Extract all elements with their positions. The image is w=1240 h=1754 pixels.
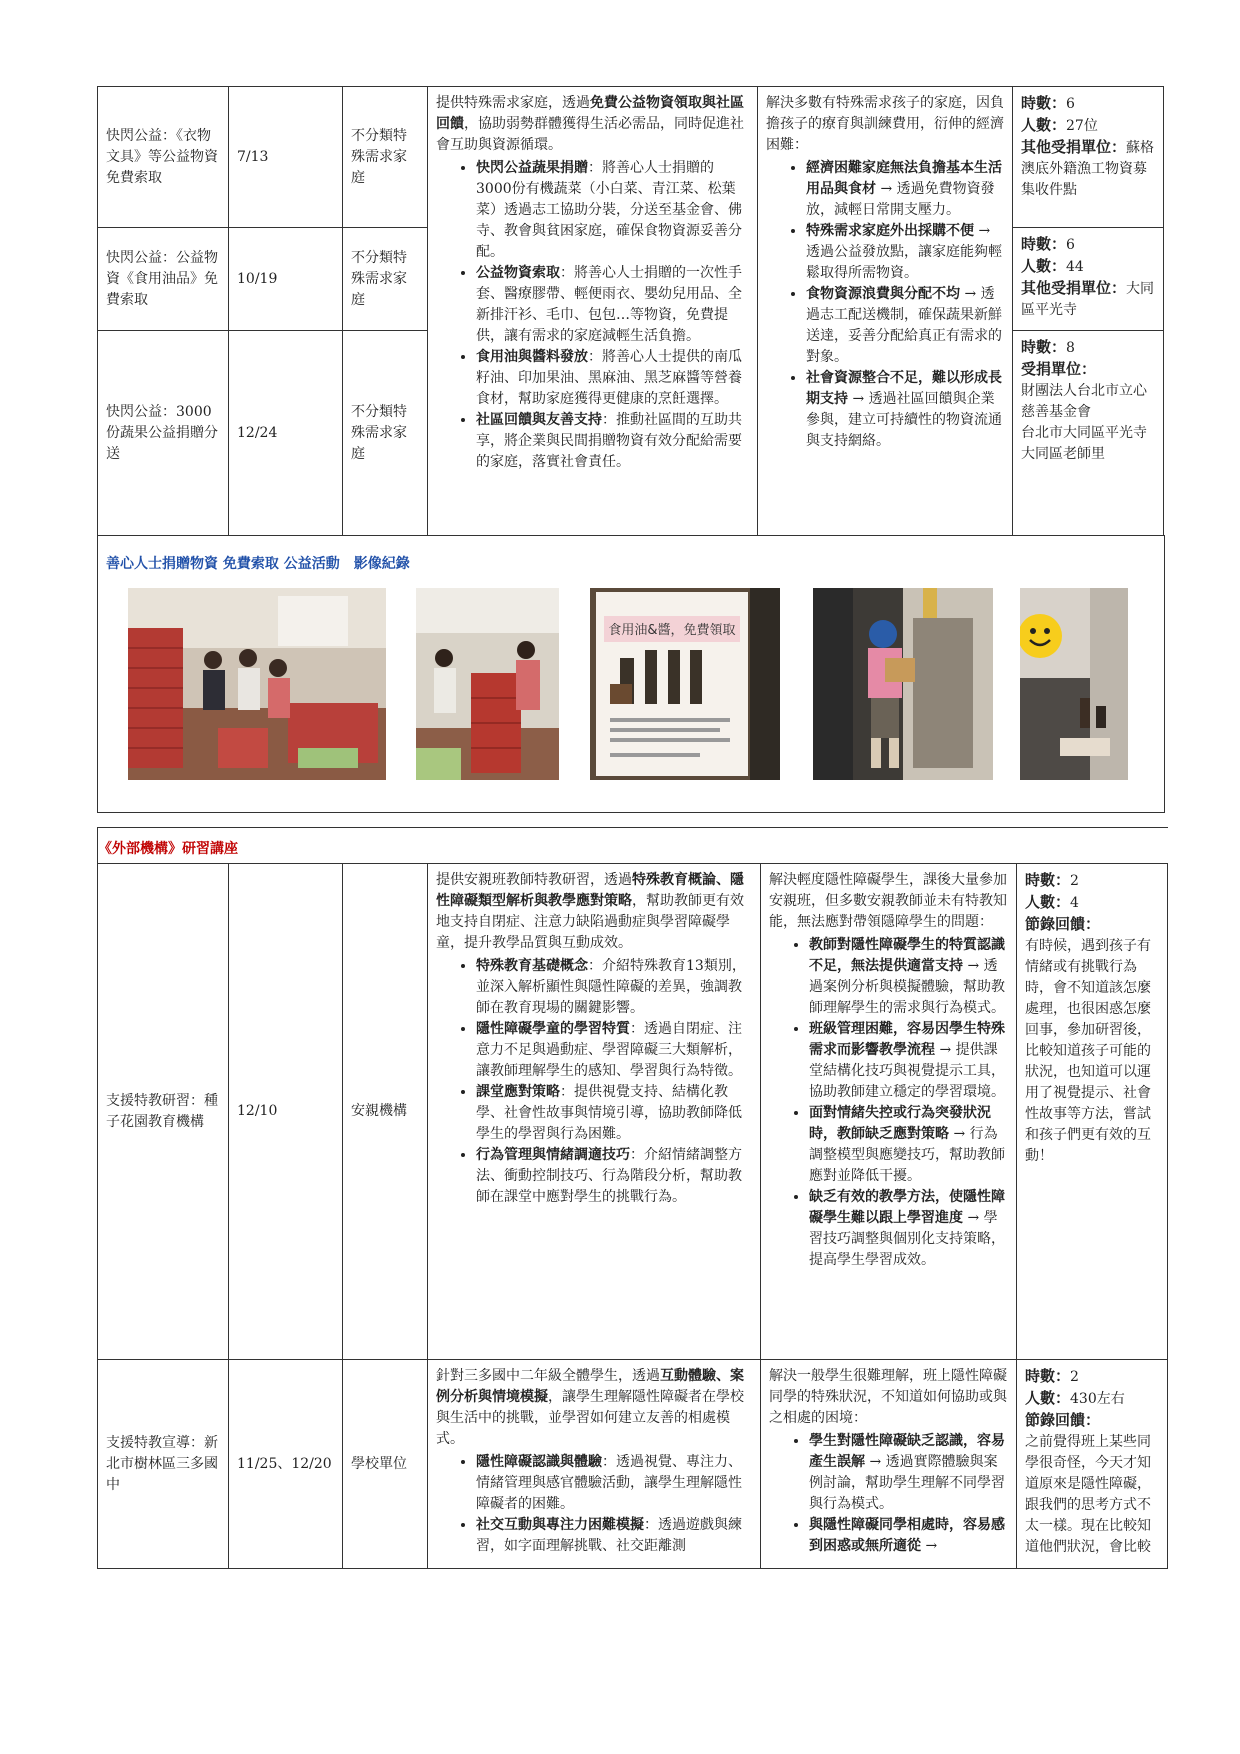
needs-addressed: 解決多數有特殊需求孩子的家庭，因負擔孩子的療育與訓練費用，衍伸的經濟困難： • 經濟困難家庭無法負擔基本生活用品與食材 → 透過免費物資發放，減輕日常開支壓力。 • 特殊需求家庭外出採購不便 → 透過公益發放點，讓家庭能夠輕鬆取得所需物資。 • 食物資源浪費與分配不均 → 透過志工配送機制，確保蔬果新鮮送達，妥善分配給真正有需求的對象。 • 社會資源整合不足，難以形成長期支持 → 透過社區回饋與企業參與，建立可持續性的物資流通與支持網絡。	[758, 87, 1013, 536]
activity-target: 不分類特殊需求家庭	[343, 331, 428, 536]
activity-target: 學校單位	[343, 1360, 428, 1569]
list-item: • 公益物資索取：將善心人士捐贈的一次性手套、醫療膠帶、輕便雨衣、嬰幼兒用品、全新排汗衫、毛巾、包包…等物資，免費提供，讓有需求的家庭減輕生活負擔。	[476, 263, 749, 347]
feedback-quote: 有時候，遇到孩子有情緒或有挑戰行為時，會不知道該怎麼處理，也很困惑怎麼回事，參加研習後，比較知道孩子可能的狀況，也知道可以運用了視覺提示、社會性故事等方法，嘗試和孩子們更有效的互動！	[1025, 938, 1151, 1164]
photo-volunteers-sorting	[128, 588, 386, 780]
stats-cell: 時數：6 人數：44 其他受捐單位：大同區平光寺	[1013, 228, 1164, 331]
stats-cell: 時數：2 人數：4 節錄回饋： 有時候，遇到孩子有情緒或有挑戰行為時，會不知道該怎麼處理，也很困惑怎麼回事，參加研習後，比較知道孩子可能的狀況，也知道可以運用了視覺提示、社會性故事等方法，嘗試和孩子們更有效的互動！	[1017, 864, 1168, 1360]
list-item: • 面對情緒失控或行為突發狀況時，教師缺乏應對策略 → 行為調整模型與應變技巧，幫助教師應對並降低干擾。	[809, 1103, 1008, 1187]
list-item: • 社區回饋與友善支持：推動社區間的互助共享，將企業與民間捐贈物資有效分配給需要的家庭，落實社會責任。	[476, 410, 749, 473]
feedback-quote: 之前覺得班上某些同學很奇怪，今天才知道原來是隱性障礙，跟我們的思考方式不太一樣。現在比較知道他們狀況，會比較	[1025, 1434, 1151, 1555]
list-item: • 教師對隱性障礙學生的特質認識不足，無法提供適當支持 → 透過案例分析與模擬體驗，幫助教師理解學生的需求與行為模式。	[809, 935, 1008, 1019]
activity-date: 7/13	[229, 87, 343, 228]
activity-description: 針對三多國中二年級全體學生，透過互動體驗、案例分析與情境模擬，讓學生理解隱性障礙者在學校與生活中的挑戰，並學習如何建立友善的相處模式。 • 隱性障礙認識與體驗：透過視覺、專注力、情緒管理與感官體驗活動，讓學生理解隱性障礙者的困難。 • 社交互動與專注力困難模擬：透過遊戲與練習，如字面理解挑戰、社交距離測	[428, 1360, 761, 1569]
needs-addressed: 解決一般學生很難理解，班上隱性障礙同學的特殊狀況，不知道如何協助或與之相處的困境： • 學生對隱性障礙缺乏認識，容易產生誤解 → 透過實際體驗與案例討論，幫助學生理解不同學習與行為模式。 • 與隱性障礙同學相處時，容易感到困惑或無所適從 →	[761, 1360, 1017, 1569]
list-item: • 與隱性障礙同學相處時，容易感到困惑或無所適從 →	[809, 1515, 1008, 1557]
activity-date: 10/19	[229, 228, 343, 331]
smiley-face-icon	[1020, 614, 1062, 658]
list-item: • 班級管理困難，容易因學生特殊需求而影響教學流程 → 提供課堂結構化技巧與視覺提示工具，協助教師建立穩定的學習環境。	[809, 1019, 1008, 1103]
list-item: • 隱性障礙認識與體驗：透過視覺、專注力、情緒管理與感官體驗活動，讓學生理解隱性障礙者的困難。	[476, 1452, 752, 1515]
table-row	[98, 87, 1164, 228]
activity-name: 快閃公益：《衣物文具》等公益物資免費索取	[98, 87, 229, 228]
activity-name: 快閃公益：3000份蔬果公益捐贈分送	[98, 331, 229, 536]
stats-cell: 時數：2 人數：430左右 節錄回饋： 之前覺得班上某些同學很奇怪，今天才知道原來是隱性障礙，跟我們的思考方式不太一樣。現在比較知道他們狀況，會比較	[1017, 1360, 1168, 1569]
activity-date: 12/10	[229, 864, 343, 1360]
list-item: • 社交互動與專注力困難模擬：透過遊戲與練習，如字面理解挑戰、社交距離測	[476, 1515, 752, 1557]
list-item: • 特殊需求家庭外出採購不便 → 透過公益發放點，讓家庭能夠輕鬆取得所需物資。	[806, 221, 1004, 284]
donation-activities-table	[97, 86, 1164, 536]
stats-cell: 時數：6 人數：27位 其他受捐單位：蘇格澳底外籍漁工物資募集收件點	[1013, 87, 1164, 228]
needs-addressed: 解決輕度隱性障礙學生，課後大量參加安親班，但多數安親教師並未有特教知能，無法應對帶領隱障學生的問題： • 教師對隱性障礙學生的特質認識不足，無法提供適當支持 → 透過案例分析與模擬體驗，幫助教師理解學生的需求與行為模式。 • 班級管理困難，容易因學生特殊需求而影響教學流程 → 提供課堂結構化技巧與視覺提示工具，協助教師建立穩定的學習環境。 • 面對情緒失控或行為突發狀況時，教師缺乏應對策略 → 行為調整模型與應變技巧，幫助教師應對並降低干擾。 • 缺乏有效的教學方法，使隱性障礙學生難以跟上學習進度 → 學習技巧調整與個別化支持策略，提高學生學習成效。	[761, 864, 1017, 1360]
list-item: • 行為管理與情緒調適技巧：介紹情緒調整方法、衝動控制技巧、行為階段分析，幫助教師在課堂中應對學生的挑戰行為。	[476, 1145, 752, 1208]
activity-description: 提供特殊需求家庭，透過免費公益物資領取與社區回饋，協助弱勢群體獲得生活必需品，同時促進社會互助與資源循環。 • 快閃公益蔬果捐贈：將善心人士捐贈的3000份有機蔬菜（小白菜、青江菜、松葉菜）透過志工協助分裝，分送至基金會、佛寺、教會與貧困家庭，確保食物資源妥善分配。 • 公益物資索取：將善心人士捐贈的一次性手套、醫療膠帶、輕便雨衣、嬰幼兒用品、全新排汗衫、毛巾、包包…等物資，免費提供，讓有需求的家庭減輕生活負擔。 • 食用油與醬料發放：將善心人士提供的南瓜籽油、印加果油、黑麻油、黑芝麻醬等營養食材，幫助家庭獲得更健康的烹飪選擇。 • 社區回饋與友善支持：推動社區間的互助共享，將企業與民間捐贈物資有效分配給需要的家庭，落實社會責任。	[428, 87, 758, 536]
list-item: • 快閃公益蔬果捐贈：將善心人士捐贈的3000份有機蔬菜（小白菜、青江菜、松葉菜）透過志工協助分裝，分送至基金會、佛寺、教會與貧困家庭，確保食物資源妥善分配。	[476, 158, 749, 263]
photo-oil-giveaway-flyer	[590, 588, 780, 780]
external-workshops-table	[97, 863, 1168, 1569]
list-item: • 經濟困難家庭無法負擔基本生活用品與食材 → 透過免費物資發放，減輕日常開支壓力。	[806, 158, 1004, 221]
list-item: • 缺乏有效的教學方法，使隱性障礙學生難以跟上學習進度 → 學習技巧調整與個別化支持策略，提高學生學習成效。	[809, 1187, 1008, 1271]
activity-description: 提供安親班教師特教研習，透過特殊教育概論、隱性障礙類型解析與教學應對策略，幫助教師更有效地支持自閉症、注意力缺陷過動症與學習障礙學童，提升教學品質與互動成效。 • 特殊教育基礎概念：介紹特殊教育13類別，並深入解析顯性與隱性障礙的差異，強調教師在教育現場的關鍵影響。 • 隱性障礙學童的學習特質：透過自閉症、注意力不足與過動症、學習障礙三大類解析，讓教師理解學生的感知、學習與行為特徵。 • 課堂應對策略：提供視覺支持、結構化教學、社會性故事與情境引導，協助教師降低學生的學習與行為困難。 • 行為管理與情緒調適技巧：介紹情緒調整方法、衝動控制技巧、行為階段分析，幫助教師在課堂中應對學生的挑戰行為。	[428, 864, 761, 1360]
activity-target: 不分類特殊需求家庭	[343, 228, 428, 331]
list-item: • 特殊教育基礎概念：介紹特殊教育13類別，並深入解析顯性與隱性障礙的差異，強調教師在教育現場的關鍵影響。	[476, 956, 752, 1019]
list-item: • 學生對隱性障礙缺乏認識，容易產生誤解 → 透過實際體驗與案例討論，幫助學生理解不同學習與行為模式。	[809, 1431, 1008, 1515]
table-row	[98, 864, 1168, 1360]
stats-cell: 時數：8 受捐單位： 財團法人台北市立心慈善基金會 台北市大同區平光寺 大同區老師里	[1013, 331, 1164, 536]
activity-name: 支援特教宣導：新北市樹林區三多國中	[98, 1360, 229, 1569]
photo-recipient-with-goods	[1020, 588, 1128, 780]
activity-target: 不分類特殊需求家庭	[343, 87, 428, 228]
table-row	[98, 1360, 1168, 1569]
list-item: • 課堂應對策略：提供視覺支持、結構化教學、社會性故事與情境引導，協助教師降低學生的學習與行為困難。	[476, 1082, 752, 1145]
activity-name: 快閃公益：公益物資《食用油品》免費索取	[98, 228, 229, 331]
section-title: 《外部機構》研習講座	[98, 841, 238, 857]
list-item: • 食用油與醬料發放：將善心人士提供的南瓜籽油、印加果油、黑麻油、黑芝麻醬等營養食材，幫助家庭獲得更健康的烹飪選擇。	[476, 347, 749, 410]
list-item: • 食物資源浪費與分配不均 → 透過志工配送機制，確保蔬果新鮮送達，妥善分配給真正有需求的對象。	[806, 284, 1004, 368]
photo-packing-vegetables	[416, 588, 559, 780]
activity-target: 安親機構	[343, 864, 428, 1360]
list-item: • 隱性障礙學童的學習特質：透過自閉症、注意力不足與過動症、學習障礙三大類解析，讓教師理解學生的感知、學習與行為特徵。	[476, 1019, 752, 1082]
list-item: • 社會資源整合不足，難以形成長期支持 → 透過社區回饋與企業參與，建立可持續性的物資流通與支持網絡。	[806, 368, 1004, 452]
photo-volunteer-delivery	[813, 588, 993, 780]
photo-record-title: 善心人士捐贈物資 免費索取 公益活動 影像紀錄	[106, 556, 410, 572]
activity-name: 支援特教研習：種子花園教育機構	[98, 864, 229, 1360]
flyer-title: 食用油&醬，免費領取	[608, 623, 736, 638]
section-title-box	[97, 827, 1168, 864]
activity-date: 12/24	[229, 331, 343, 536]
activity-date: 11/25、12/20	[229, 1360, 343, 1569]
